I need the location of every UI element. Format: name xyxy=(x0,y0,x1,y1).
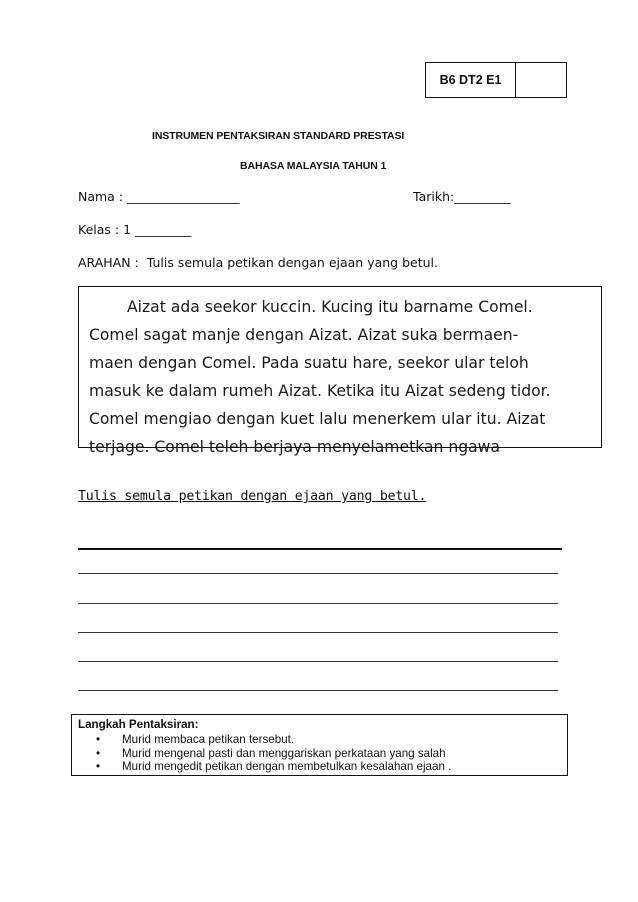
code-box xyxy=(425,62,567,98)
code-label: B6 DT2 E1 xyxy=(426,63,516,97)
document-subtitle: BAHASA MALAYSIA TAHUN 1 xyxy=(240,160,387,172)
writing-line[interactable] xyxy=(78,632,558,633)
assessment-item-text: Murid mengedit petikan dengan membetulkan kesalahan ejaan . xyxy=(122,760,452,774)
bullet-icon: • xyxy=(96,746,101,760)
writing-line[interactable] xyxy=(78,603,558,604)
writing-line[interactable] xyxy=(78,573,558,574)
kelas-field[interactable]: Kelas : 1 _________ xyxy=(78,222,192,237)
passage-line: Comel mengiao dengan kuet lalu menerkem ular itu. Aizat xyxy=(89,410,546,428)
writing-line[interactable] xyxy=(78,690,558,691)
assessment-item xyxy=(96,746,567,761)
assessment-item-text: Murid mengenal pasti dan menggariskan perkataan yang salah xyxy=(122,746,446,760)
writing-line-thick[interactable] xyxy=(78,548,562,550)
nama-field[interactable]: Nama : __________________ xyxy=(78,189,240,204)
assessment-item-text: Murid membaca petikan tersebut. xyxy=(122,733,295,746)
passage-line: masuk ke dalam rumeh Aizat. Ketika itu Aizat sedeng tidor. xyxy=(89,382,551,400)
assessment-list xyxy=(78,733,567,774)
assessment-box xyxy=(71,714,568,776)
assessment-title: Langkah Pentaksiran: xyxy=(78,718,199,731)
arahan-instruction: ARAHAN : Tulis semula petikan dengan ejaan yang betul. xyxy=(78,255,438,270)
rewrite-instruction: Tulis semula petikan dengan ejaan yang betul. xyxy=(78,489,427,504)
assessment-item xyxy=(96,760,567,774)
passage-line: terjage. Comel teleh berjaya menyelametkan ngawa xyxy=(89,438,500,456)
bullet-icon: • xyxy=(96,733,101,746)
passage-box xyxy=(78,286,602,456)
document-title: INSTRUMEN PENTAKSIRAN STANDARD PRESTASI xyxy=(152,130,405,142)
passage-line: Comel sagat manje dengan Aizat. Aizat suka bermaen- xyxy=(89,326,519,344)
bullet-icon: • xyxy=(96,760,101,774)
passage-line: maen dengan Comel. Pada suatu hare, seekor ular teloh xyxy=(89,354,529,372)
tarikh-field[interactable]: Tarikh:_________ xyxy=(413,189,511,204)
code-blank-cell[interactable] xyxy=(516,63,566,97)
assessment-item xyxy=(96,733,567,747)
writing-line[interactable] xyxy=(78,661,558,662)
passage-line: Aizat ada seekor kuccin. Kucing itu barname Comel. xyxy=(127,298,533,316)
